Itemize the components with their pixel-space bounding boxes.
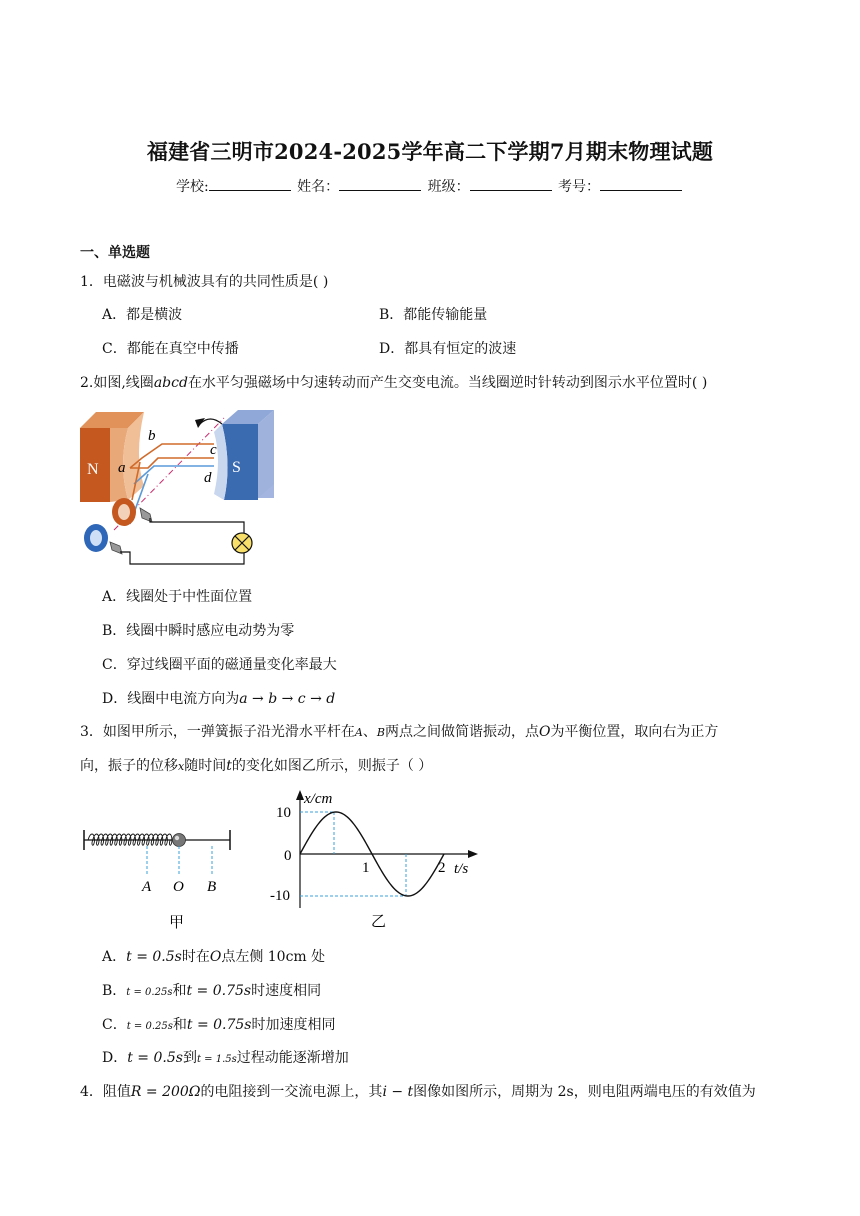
- x-axis-label: t/s: [454, 861, 469, 877]
- q3-b-label: B．: [102, 983, 127, 999]
- figure-yi-caption: 乙: [371, 914, 387, 930]
- q3-option-c: [102, 1014, 336, 1034]
- label-c: c: [210, 442, 217, 458]
- q4-mid: 的电阻接到一交流电源上，其: [200, 1084, 383, 1100]
- point-b-label: B: [207, 879, 217, 895]
- tick-label-10: 10: [276, 805, 291, 821]
- tick-label-minus10: -10: [270, 888, 290, 904]
- oscillator-ball: [173, 834, 186, 847]
- q4-stem: [80, 1081, 756, 1101]
- s-magnet-edge: [258, 410, 274, 498]
- q3-a-time: t = 0.5s: [126, 949, 182, 965]
- q2-option-d: [102, 688, 335, 708]
- q1-option-a: A．都是横波: [102, 307, 183, 323]
- tick-label-2: 2: [438, 860, 446, 876]
- number-label: 考号：: [558, 179, 601, 195]
- q3-c-time2: t = 0.75s: [186, 1017, 252, 1033]
- q3-stem-line1: [80, 721, 718, 741]
- q4-post: 图像如图所示，周期为 2s，则电阻两端电压的有效值为: [413, 1084, 756, 1100]
- label-a: a: [118, 460, 126, 476]
- q3-stem-line2: [80, 755, 432, 775]
- q3-stem1-d: 为平衡位置，取向右为正方: [550, 724, 719, 740]
- q2-option-b: B．线圈中瞬时感应电动势为零: [102, 623, 295, 639]
- q3-b-mid: 和: [172, 983, 187, 999]
- q4-resistance: R = 200Ω: [130, 1084, 201, 1100]
- q3-b-time2: t = 0.75s: [186, 983, 252, 999]
- q3-c-tail: 时加速度相同: [251, 1017, 336, 1033]
- q3-stem2-t: t: [226, 758, 232, 774]
- school-blank: [209, 176, 291, 191]
- point-o-label: O: [173, 879, 184, 895]
- n-label: N: [87, 461, 99, 478]
- q4-pre: 4．阻值: [80, 1084, 131, 1100]
- q3-stem2-c: 的变化如图乙所示，则振子（ ）: [231, 758, 433, 774]
- q3-option-b: [102, 980, 321, 1000]
- q4-it: i − t: [382, 1084, 414, 1100]
- q3-a-text: 时在: [181, 949, 210, 965]
- coil-side-ab: [130, 444, 214, 468]
- q3-d-time1: t = 0.5s: [127, 1050, 183, 1066]
- q3-c-label: C．: [102, 1017, 127, 1033]
- q1-option-b: B．都能传输能量: [379, 307, 488, 323]
- ball-highlight: [175, 836, 179, 840]
- q3-stem2-b: 随时间: [184, 758, 227, 774]
- section-heading: 一、单选题: [80, 245, 150, 261]
- tick-label-0: 0: [284, 848, 292, 864]
- q3-d-label: D．: [102, 1050, 128, 1066]
- q3-stem1-B: B: [376, 726, 385, 739]
- q2-option-d-text: D．线圈中电流方向为: [102, 691, 240, 707]
- label-b: b: [148, 428, 156, 444]
- class-blank: [470, 176, 552, 191]
- class-label: 班级：: [427, 179, 470, 195]
- q3-c-mid: 和: [172, 1017, 187, 1033]
- name-blank: [339, 176, 421, 191]
- q1-option-c: C．都能在真空中传播: [102, 341, 239, 357]
- slip-ring-blue-inner: [90, 530, 102, 546]
- circuit-wire-top: [150, 518, 244, 544]
- q3-option-d: [102, 1047, 349, 1067]
- q2-option-d-math: a → b → c → d: [239, 691, 336, 707]
- xt-graph: [262, 786, 482, 932]
- q2-stem-pre: 2.如图,线圈: [80, 375, 154, 391]
- q3-c-time1: t = 0.25s: [126, 1021, 173, 1032]
- spring-oscillator-figure: [80, 826, 240, 932]
- q1-option-d: D．都具有恒定的波速: [379, 341, 517, 357]
- q3-b-tail: 时速度相同: [251, 983, 322, 999]
- q3-stem1-A: A: [354, 726, 363, 739]
- q2-stem-post: 在水平匀强磁场中匀速转动而产生交变电流。当线圈逆时针转动到图示水平位置时( ): [187, 375, 708, 391]
- name-label: 姓名：: [297, 179, 340, 195]
- q3-stem1-a: 3．如图甲所示，一弹簧振子沿光滑水平杆在: [80, 724, 355, 740]
- number-blank: [600, 176, 682, 191]
- q3-stem2-a: 向，振子的位移: [80, 758, 178, 774]
- q3-a-o: O: [209, 949, 222, 965]
- q3-stem2-x: x: [178, 760, 185, 773]
- circuit-wire-bottom: [120, 544, 244, 564]
- q3-stem1-b: 、: [362, 724, 377, 740]
- q2-option-c: C．穿过线圈平面的磁通量变化率最大: [102, 657, 337, 673]
- s-label: S: [232, 459, 241, 476]
- q3-option-a: [102, 946, 325, 966]
- q3-b-time1: t = 0.25s: [126, 987, 173, 998]
- q3-d-time2: t = 1.5s: [196, 1054, 237, 1065]
- rotation-arrowhead: [195, 418, 205, 428]
- q3-a-tail: 点左侧 10cm 处: [221, 949, 326, 965]
- slip-ring-orange-inner: [118, 504, 130, 520]
- student-info-line: [0, 176, 860, 196]
- page-title: 福建省三明市2024-2025学年高二下学期7月期末物理试题: [146, 139, 714, 164]
- y-axis-arrow: [296, 790, 304, 800]
- figure-jia-caption: 甲: [169, 915, 185, 931]
- q3-a-label: A．: [102, 949, 127, 965]
- x-axis-arrow: [468, 850, 478, 858]
- q1-stem: 1．电磁波与机械波具有的共同性质是( ): [80, 274, 329, 290]
- y-axis-label-text: x/cm: [304, 791, 333, 807]
- generator-figure: [74, 404, 284, 568]
- q3-d-mid: 到: [182, 1050, 197, 1066]
- q3-stem1-O: O: [538, 724, 551, 740]
- q3-d-tail: 过程动能逐渐增加: [236, 1050, 349, 1066]
- q2-option-a: A．线圈处于中性面位置: [102, 589, 253, 605]
- point-a-label: A: [142, 879, 152, 895]
- q3-stem1-c: 两点之间做简谐振动，点: [384, 724, 539, 740]
- y-axis-label: [303, 791, 332, 807]
- label-d: d: [204, 470, 212, 486]
- school-label: 学校:: [175, 179, 209, 195]
- tick-label-1: 1: [362, 860, 370, 876]
- q2-stem-var: abcd: [153, 375, 188, 391]
- q2-stem: [80, 372, 707, 392]
